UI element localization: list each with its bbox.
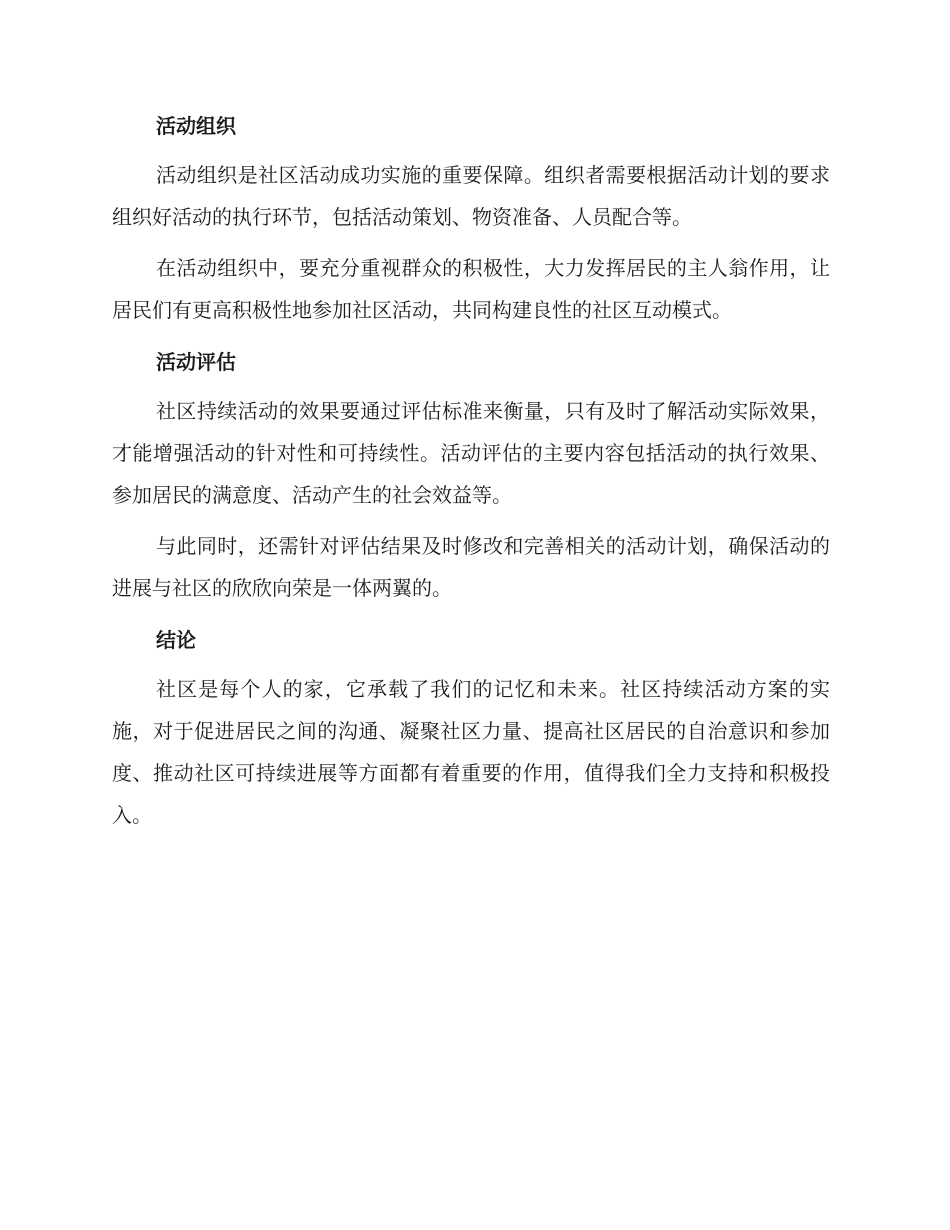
section-activity-evaluation <box>112 340 830 609</box>
paragraph: 与此同时，还需针对评估结果及时修改和完善相关的活动计划，确保活动的进展与社区的欣欣向荣是一体两翼的。 <box>112 534 830 600</box>
paragraph: 社区是每个人的家，它承载了我们的记忆和未来。社区持续活动方案的实施，对于促进居民之间的沟通、凝聚社区力量、提高社区居民的自治意识和参加度、推动社区可持续进展等方面都有着重要的作用，值得我们全力支持和积极投入。 <box>112 677 830 827</box>
section-heading: 活动组织 <box>156 114 236 138</box>
paragraph: 活动组织是社区活动成功实施的重要保障。组织者需要根据活动计划的要求组织好活动的执行环节，包括活动策划、物资准备、人员配合等。 <box>112 163 830 229</box>
section-heading: 结论 <box>156 628 196 652</box>
paragraph: 在活动组织中，要充分重视群众的积极性，大力发挥居民的主人翁作用，让居民们有更高积极性地参加社区活动，共同构建良性的社区互动模式。 <box>112 256 830 322</box>
section-heading: 活动评估 <box>156 350 236 374</box>
section-activity-organization <box>112 104 830 331</box>
paragraph: 社区持续活动的效果要通过评估标准来衡量，只有及时了解活动实际效果，才能增强活动的针对性和可持续性。活动评估的主要内容包括活动的执行效果、参加居民的满意度、活动产生的社会效益等。 <box>112 399 830 507</box>
document-page <box>112 104 830 845</box>
section-conclusion <box>112 618 830 836</box>
